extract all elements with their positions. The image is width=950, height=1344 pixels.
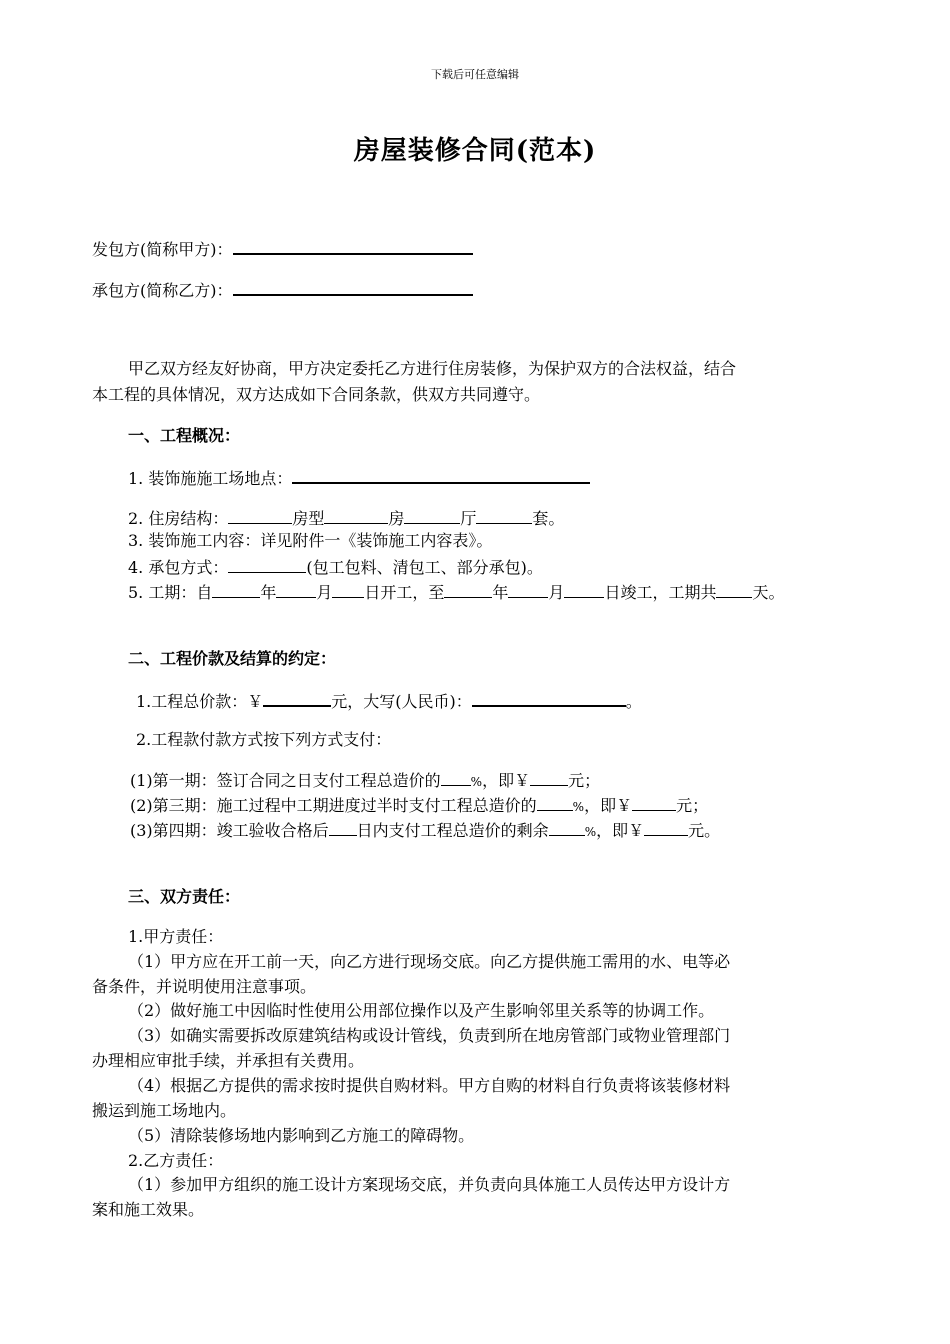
s1-item5-label: 5. 工期：自 — [128, 583, 213, 602]
house-type-blank[interactable] — [228, 506, 292, 524]
intro-line-1: 甲乙双方经友好协商，甲方决定委托乙方进行住房装修，为保护双方的合法权益，结合 — [128, 359, 737, 378]
s2-item1 — [136, 688, 642, 713]
party-a-duties-title: 1.甲方责任： — [128, 927, 224, 946]
yuan-label: 元； — [676, 796, 709, 815]
s1-item3: 3. 装饰施工内容：详见附件一《装饰施工内容表》。 — [128, 531, 493, 550]
payment-3-text: 日内支付工程总造价的剩余 — [356, 821, 549, 840]
month-label: 月 — [316, 583, 333, 602]
payment-2 — [130, 793, 708, 818]
room-label: 房 — [388, 509, 405, 528]
intro-line-2: 本工程的具体情况，双方达成如下合同条款，供双方共同遵守。 — [92, 385, 541, 404]
party-b-blank[interactable] — [233, 277, 473, 296]
start-month-blank[interactable] — [276, 580, 316, 598]
party-b-duties-title: 2.乙方责任： — [128, 1151, 224, 1170]
payment-2-percent-blank[interactable] — [537, 793, 573, 811]
set-blank[interactable] — [476, 506, 532, 524]
days-label: 天。 — [752, 583, 785, 602]
document-title: 房屋装修合同(范本) — [353, 136, 597, 166]
party-b-line — [92, 277, 473, 302]
s2-item1-label: 1.工程总价款：￥ — [136, 692, 264, 711]
percent-sign: % — [470, 775, 483, 789]
party-a-line — [92, 236, 473, 261]
total-price-blank[interactable] — [263, 688, 331, 707]
end-label: 日竣工，工期共 — [604, 583, 717, 602]
section1-heading: 一、工程概况： — [128, 426, 241, 445]
period: 。 — [625, 692, 642, 711]
payment-2-amount-blank[interactable] — [632, 793, 676, 811]
party-a-label: 发包方(简称甲方)： — [92, 240, 233, 259]
payment-1-amount-blank[interactable] — [530, 768, 568, 786]
hall-blank[interactable] — [404, 506, 460, 524]
site-address-blank[interactable] — [292, 465, 590, 484]
party-b-duty-1-line-1: （1）参加甲方组织的施工设计方案现场交底，并负责向具体施工人员传达甲方设计方 — [128, 1175, 731, 1194]
payment-3 — [130, 818, 720, 843]
payment-3-label: (3)第四期：竣工验收合格后 — [130, 821, 329, 840]
amount-label: ，即￥ — [584, 796, 633, 815]
start-label: 日开工，至 — [364, 583, 445, 602]
set-label: 套。 — [532, 509, 565, 528]
s1-item1-label: 1. 装饰施施工场地点： — [128, 469, 293, 488]
amount-label: ，即￥ — [596, 821, 645, 840]
payment-1 — [130, 768, 600, 793]
s1-item1 — [128, 465, 590, 490]
yuan-label: 元。 — [688, 821, 721, 840]
party-a-blank[interactable] — [233, 236, 473, 255]
party-a-duty-1-line-2: 备条件，并说明使用注意事项。 — [92, 977, 317, 996]
party-a-duty-4-line-1: （4）根据乙方提供的需求按时提供自购材料。甲方自购的材料自行负责将该装修材料 — [128, 1076, 731, 1095]
start-day-blank[interactable] — [332, 580, 364, 598]
payment-2-label: (2)第三期：施工过程中工期进度过半时支付工程总造价的 — [130, 796, 537, 815]
party-b-duty-1-line-2: 案和施工效果。 — [92, 1200, 205, 1219]
end-month-blank[interactable] — [508, 580, 548, 598]
party-a-duty-3-line-2: 办理相应审批手续，并承担有关费用。 — [92, 1051, 365, 1070]
party-a-duty-3-line-1: （3）如确实需要拆改原建筑结构或设计管线，负责到所在地房管部门或物业管理部门 — [128, 1026, 731, 1045]
total-price-capital-blank[interactable] — [472, 688, 626, 707]
amount-label: ，即￥ — [482, 771, 531, 790]
percent-sign: % — [572, 800, 585, 814]
payment-1-label: (1)第一期：签订合同之日支付工程总造价的 — [130, 771, 441, 790]
s1-item4-options: (包工包料、清包工、部分承包)。 — [306, 558, 543, 577]
percent-sign: % — [584, 825, 597, 839]
capital-label: 元，大写(人民币)： — [331, 692, 472, 711]
party-a-duty-1-line-1: （1）甲方应在开工前一天，向乙方进行现场交底。向乙方提供施工需用的水、电等必 — [128, 952, 731, 971]
yuan-label: 元； — [568, 771, 601, 790]
party-a-duty-4-line-2: 搬运到施工场地内。 — [92, 1101, 237, 1120]
s1-item5 — [128, 580, 784, 604]
s1-item2-label: 2. 住房结构： — [128, 509, 229, 528]
payment-3-days-blank[interactable] — [329, 818, 357, 836]
section2-heading: 二、工程价款及结算的约定： — [128, 649, 337, 668]
contract-mode-blank[interactable] — [228, 555, 306, 573]
payment-3-percent-blank[interactable] — [549, 818, 585, 836]
party-a-duty-2: （2）做好施工中因临时性使用公用部位操作以及产生影响邻里关系等的协调工作。 — [128, 1001, 715, 1020]
section3-heading: 三、双方责任： — [128, 887, 241, 906]
hall-label: 厅 — [460, 509, 477, 528]
s1-item2 — [128, 506, 564, 530]
month-label: 月 — [548, 583, 565, 602]
year-label: 年 — [492, 583, 509, 602]
page-header: 下载后可任意编辑 — [431, 68, 519, 81]
s2-item2: 2.工程款付款方式按下列方式支付： — [136, 730, 392, 749]
party-a-duty-5: （5）清除装修场地内影响到乙方施工的障碍物。 — [128, 1126, 475, 1145]
room-blank[interactable] — [324, 506, 388, 524]
payment-1-percent-blank[interactable] — [441, 768, 471, 786]
end-day-blank[interactable] — [564, 580, 604, 598]
payment-3-amount-blank[interactable] — [644, 818, 688, 836]
s1-item4 — [128, 555, 543, 579]
s1-item4-label: 4. 承包方式： — [128, 558, 229, 577]
year-label: 年 — [260, 583, 277, 602]
party-b-label: 承包方(简称乙方)： — [92, 281, 233, 300]
duration-blank[interactable] — [716, 580, 752, 598]
start-year-blank[interactable] — [212, 580, 260, 598]
end-year-blank[interactable] — [444, 580, 492, 598]
house-type-label: 房型 — [292, 509, 325, 528]
